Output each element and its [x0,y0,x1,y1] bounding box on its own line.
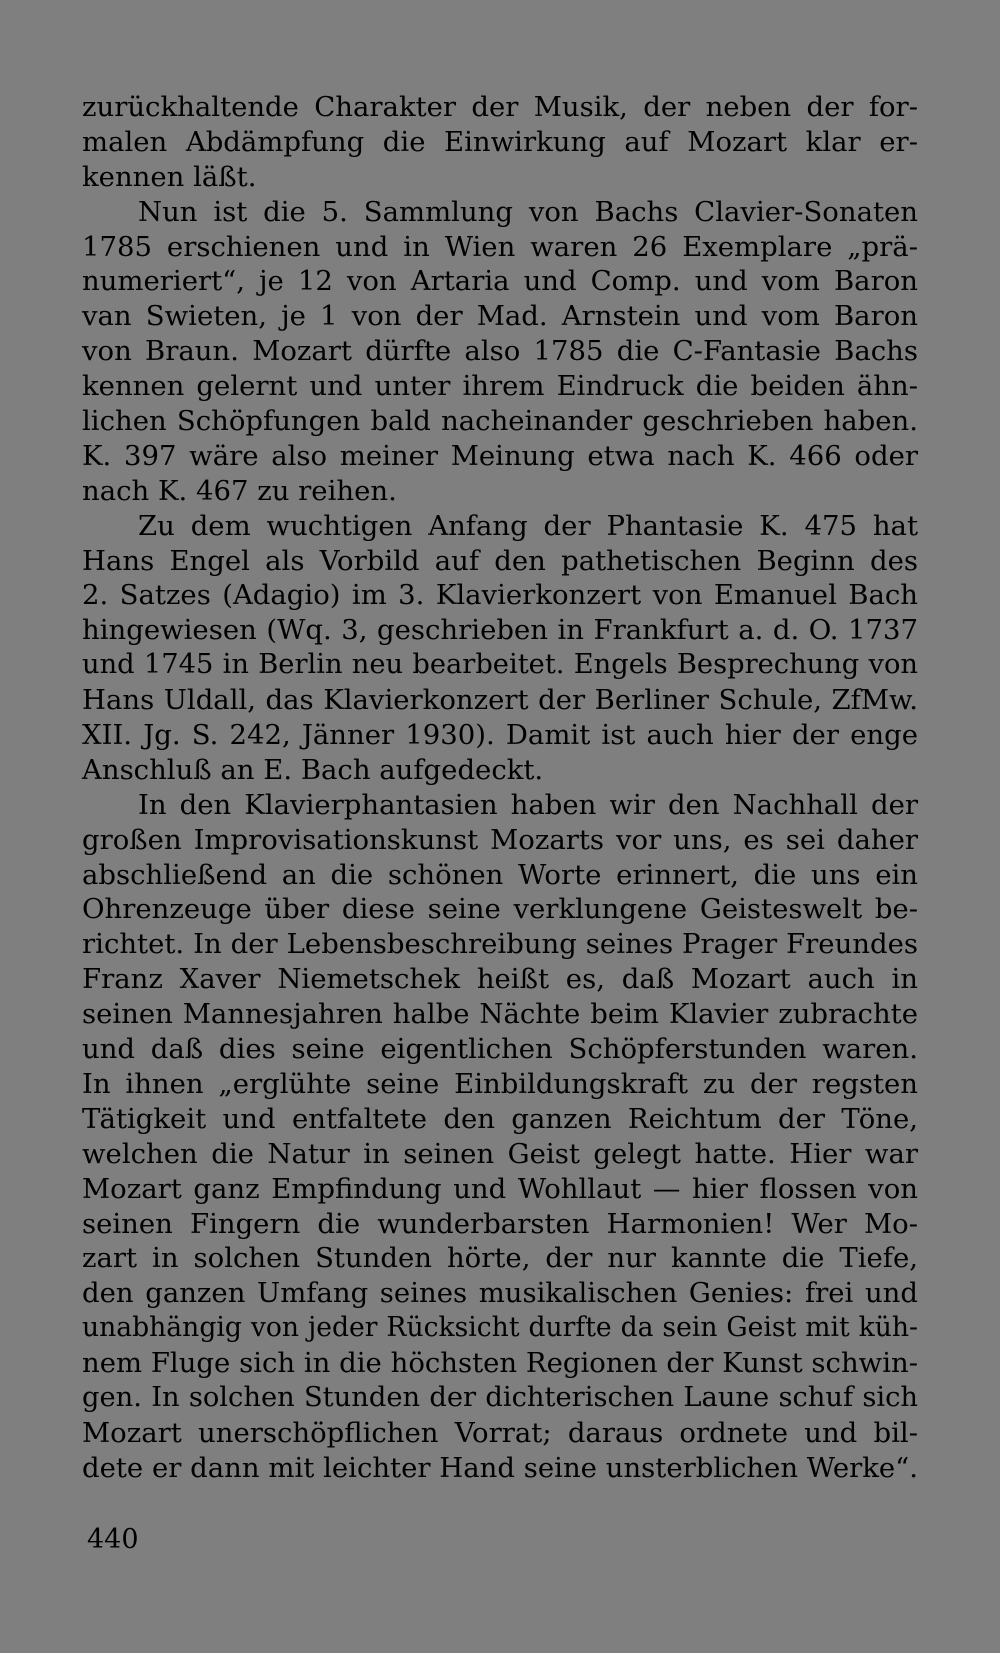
text-line: In ihnen „erglühte seine Einbildungskraft zu der regsten [82,1067,918,1100]
text-line: abschließend an die schönen Worte erinnert, die uns ein [82,858,918,891]
text-line: Mozart ganz Empfindung und Wohllaut — hier flossen von [82,1172,918,1205]
text-line: lichen Schöpfungen bald nacheinander geschrieben haben. [82,405,918,438]
text-line: welchen die Natur in seinen Geist gelegt hatte. Hier war [82,1137,918,1170]
text-line: In den Klavierphantasien haben wir den Nachhall der [138,788,918,821]
text-line: Hans Uldall, das Klavierkonzert der Berliner Schule, ZfMw. [82,684,918,717]
text-line: Franz Xaver Niemetschek heißt es, daß Mozart auch in [82,963,918,996]
text-line: K. 397 wäre also meiner Meinung etwa nach K. 466 oder [82,439,918,472]
text-line: hingewiesen (Wq. 3, geschrieben in Frankfurt a. d. O. 1737 [82,614,918,647]
text-line: zart in solchen Stunden hörte, der nur kannte die Tiefe, [82,1242,918,1275]
text-line: Nun ist die 5. Sammlung von Bachs Clavier-Sonaten [138,195,918,228]
text-line: seinen Mannesjahren halbe Nächte beim Klavier zubrachte [82,998,918,1031]
text-line: gen. In solchen Stunden der dichterischen Laune schuf sich [82,1381,918,1413]
text-line: 1785 erschienen und in Wien waren 26 Exemplare „prä- [82,230,918,263]
text-line: nem Fluge sich in die höchsten Regionen der Kunst schwin- [82,1347,918,1380]
text-line: und 1745 in Berlin neu bearbeitet. Engels Besprechung von [82,649,918,681]
text-line: unabhängig von jeder Rücksicht durfte da sein Geist mit küh- [82,1312,918,1344]
body-text [82,90,918,1486]
text-line: Zu dem wuchtigen Anfang der Phantasie K. 475 hat [138,509,918,542]
text-line: 2. Satzes (Adagio) im 3. Klavierkonzert von Emanuel Bach [82,579,918,612]
text-line: den ganzen Umfang seines musikalischen Genies: frei und [82,1277,918,1310]
text-line: Ohrenzeuge über diese seine verklungene Geisteswelt be- [82,893,918,926]
text-line: van Swieten, je 1 von der Mad. Arnstein und vom Baron [82,300,918,333]
text-line: von Braun. Mozart dürfte also 1785 die C-Fantasie Bachs [82,335,918,368]
text-line: Mozart unerschöpflichen Vorrat; daraus ordnete und bil- [82,1416,918,1449]
text-line: numeriert“, je 12 von Artaria und Comp. und vom Baron [82,265,918,298]
text-line: und daß dies seine eigentlichen Schöpferstunden waren. [82,1033,918,1066]
page-number: 440 [87,1524,139,1555]
text-line: dete er dann mit leichter Hand seine unsterblichen Werke“. [82,1451,918,1484]
text-line: großen Improvisationskunst Mozarts vor uns, es sei daher [82,823,918,856]
text-line: kennen läßt. [82,160,257,193]
text-line: Hans Engel als Vorbild auf den pathetischen Beginn des [82,544,918,577]
text-line: malen Abdämpfung die Einwirkung auf Mozart klar er- [82,125,918,158]
text-line: zurückhaltende Charakter der Musik, der neben der for- [82,91,918,123]
text-line: Anschluß an E. Bach aufgedeckt. [82,753,544,786]
text-line: seinen Fingern die wunderbarsten Harmonien! Wer Mo- [82,1207,918,1240]
text-line: kennen gelernt und unter ihrem Eindruck die beiden ähn- [82,370,918,403]
text-line: nach K. 467 zu reihen. [82,474,397,507]
text-line: XII. Jg. S. 242, Jänner 1930). Damit ist auch hier der enge [82,719,918,752]
text-line: richtet. In der Lebensbeschreibung seines Prager Freundes [82,928,918,961]
text-line: Tätigkeit und entfaltete den ganzen Reichtum der Töne, [82,1102,918,1135]
